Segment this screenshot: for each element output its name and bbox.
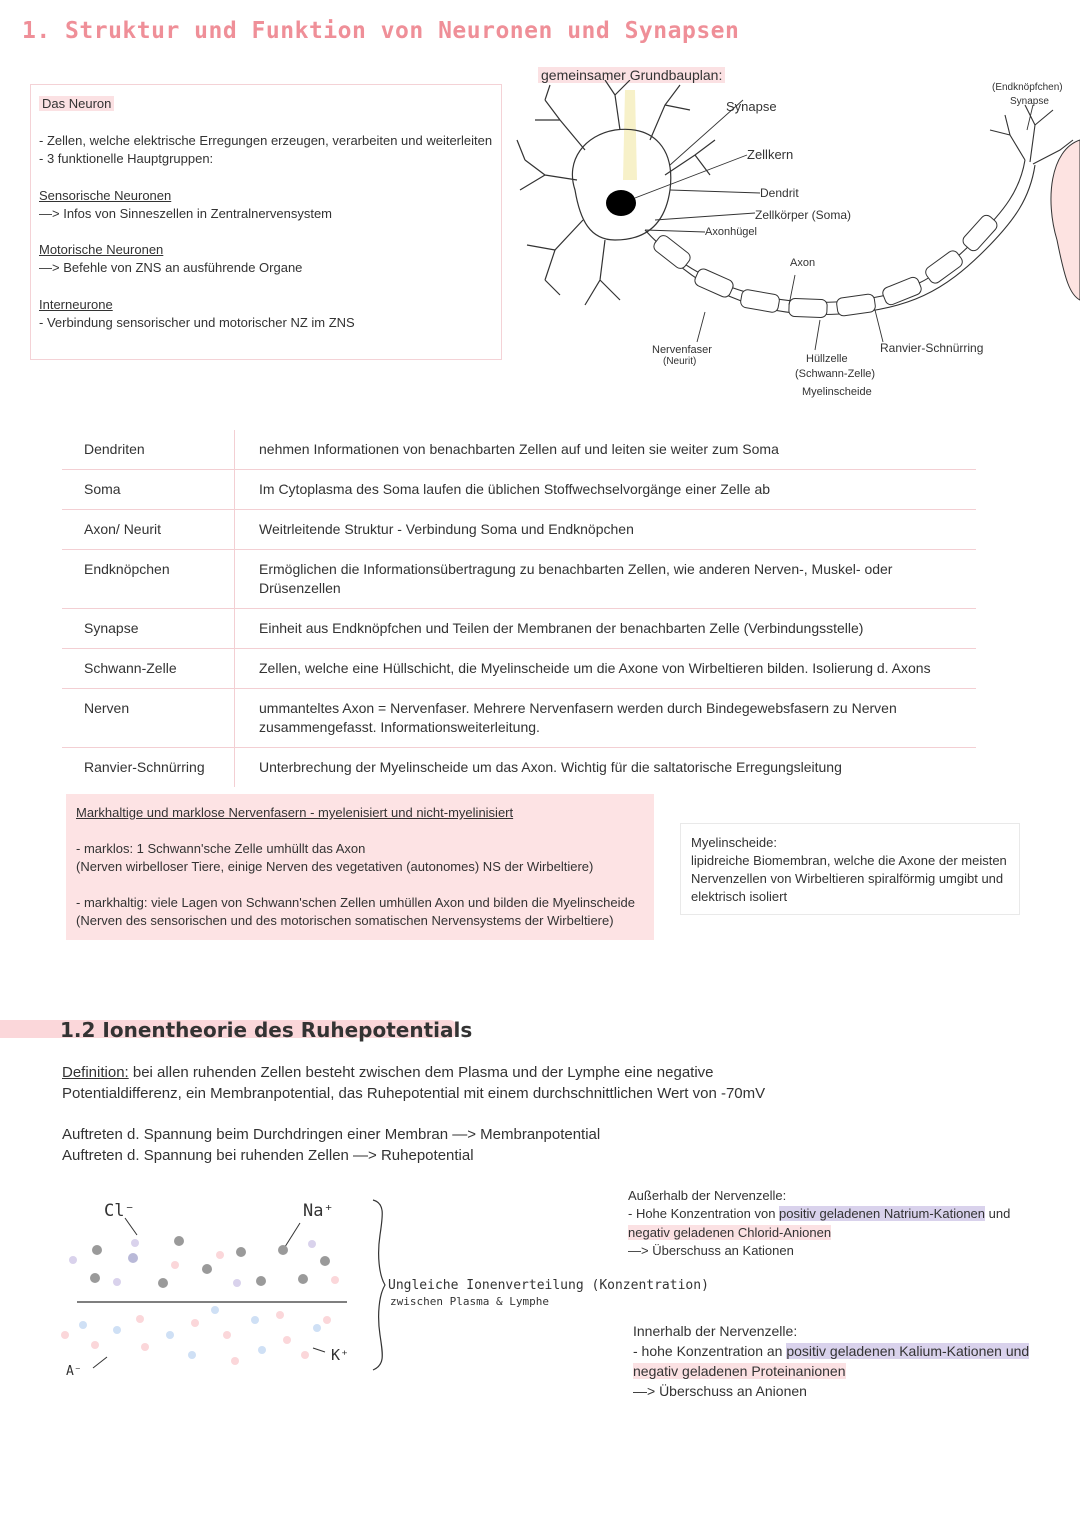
desc: nehmen Informationen von benachbarten Zellen auf und leiten sie weiter zum Soma [235, 430, 977, 470]
target-cell [1051, 140, 1080, 300]
label-neurit: (Neurit) [663, 356, 697, 367]
label-nervenfaser: Nervenfaser [652, 344, 712, 356]
label-axonhuegel: Axonhügel [705, 226, 757, 238]
desc: Ermöglichen die Informationsübertragung zu benachbarten Zellen, wie anderen Nerven-, Muskel- oder Drüsenzellen [235, 550, 977, 609]
nerve-fiber-box [66, 794, 654, 940]
a-pointer [93, 1357, 107, 1368]
group-inter-name: Interneurone [39, 297, 113, 312]
myelin-box [680, 823, 1020, 915]
term: Nerven [62, 689, 235, 748]
term: Soma [62, 470, 235, 510]
term: Ranvier-Schnürring [62, 748, 235, 788]
inside-line-2: negativ geladenen Proteinanionen [633, 1363, 846, 1379]
table-row [62, 550, 976, 609]
desc: ummanteltes Axon = Nervenfaser. Mehrere Nervenfasern werden durch Bindegewebsfasern zu Nerven zusammengefasst. Informationsweiterleitung. [235, 689, 977, 748]
term: Dendriten [62, 430, 235, 470]
term: Endknöpchen [62, 550, 235, 609]
nerve-fiber-l1: - marklos: 1 Schwann'sche Zelle umhüllt das Axon [76, 841, 366, 856]
label-pointers [635, 100, 1033, 350]
label-dendrit: Dendrit [760, 186, 799, 200]
label-myelinscheide: Myelinscheide [802, 386, 872, 398]
table-row [62, 689, 976, 748]
neuron-line-1: - Zellen, welche elektrische Erregungen erzeugen, verarbeiten und weiterleiten [39, 133, 493, 148]
table-row [62, 430, 976, 470]
definitions-table [62, 430, 976, 787]
nerve-fiber-l3: - markhaltig: viele Lagen von Schwann'schen Zellen umhüllen Axon und bilden die Myelinscheide [76, 895, 635, 910]
myelin-l3: elektrisch isoliert [691, 889, 788, 904]
page-title: 1. Struktur und Funktion von Neuronen und Synapsen [22, 18, 740, 44]
ion-distribution-l2: zwischen Plasma & Lymphe [390, 1295, 549, 1308]
ion-a-label: A⁻ [66, 1364, 82, 1379]
ion-distribution-l1: Ungleiche Ionenverteilung (Konzentration) [388, 1278, 709, 1293]
label-synapse-2: Synapse [1010, 96, 1049, 107]
term: Schwann-Zelle [62, 649, 235, 689]
axon-hillock-highlight [623, 90, 637, 180]
outside-line-2: negativ geladenen Chlorid-Anionen [628, 1225, 832, 1240]
table-row [62, 609, 976, 649]
desc: Unterbrechung der Myelinscheide um das Axon. Wichtig für die saltatorische Erregungsleitung [259, 759, 842, 775]
desc: Weitrleitende Struktur - Verbindung Soma und Endknöpchen [235, 510, 977, 550]
label-axon: Axon [790, 257, 816, 269]
occurrence-1: Auftreten d. Spannung beim Durchdringen einer Membran —> Membranpotential [62, 1126, 601, 1143]
label-synapse: Synapse [726, 99, 777, 114]
desc: Zellen, welche eine Hüllschicht, die Myelinscheide um die Axone von Wirbeltieren bilden. Isolierung d. Axons [235, 649, 977, 689]
group-motor-name: Motorische Neuronen [39, 242, 164, 257]
outside-line-1: - Hohe Konzentration von positiv geladenen Natrium-Kationen und [628, 1206, 1011, 1221]
nerve-fiber-l2: (Nerven wirbelloser Tiere, einige Nerven des vegetativen (autonomes) NS der Wirbeltiere) [76, 859, 594, 874]
axon-terminals [990, 105, 1073, 164]
inside-ions [61, 1306, 331, 1365]
label-zellkoerper: Zellkörper (Soma) [755, 208, 852, 222]
occurrence-2: Auftreten d. Spannung bei ruhenden Zellen —> Ruhepotential [62, 1147, 474, 1164]
neuron-info-box [30, 84, 502, 360]
ion-cl-label: Cl⁻ [104, 1201, 135, 1221]
group-inter-desc: - Verbindung sensorischer und motorischer NZ im ZNS [39, 315, 355, 330]
nerve-fiber-l4: (Nerven des sensorischen und des motorischen somatischen Nervensystems der Wirbeltiere) [76, 913, 614, 928]
desc: Einheit aus Endknöpfchen und Teilen der Membranen der benachbarten Zelle (Verbindungsstelle) [235, 609, 977, 649]
table-row [62, 748, 976, 788]
outside-heading: Außerhalb der Nervenzelle: [628, 1188, 787, 1203]
term: Synapse [62, 609, 235, 649]
ion-na-label: Na⁺ [303, 1201, 334, 1221]
term: Axon/ Neurit [62, 510, 235, 550]
neuron-heading: Das Neuron [39, 95, 114, 113]
inside-heading: Innerhalb der Nervenzelle: [633, 1323, 798, 1339]
definition-line-1: Definition: bei allen ruhenden Zellen besteht zwischen dem Plasma und der Lymphe eine negative [62, 1064, 714, 1081]
group-sensory-desc: —> Infos von Sinneszellen in Zentralnervensystem [39, 206, 333, 221]
neuron-diagram [505, 80, 1080, 410]
neuron-line-2: - 3 funktionelle Hauptgruppen: [39, 151, 214, 166]
group-motor-desc: —> Befehle von ZNS an ausführende Organe [39, 260, 303, 275]
outside-line-3: —> Überschuss an Kationen [628, 1243, 794, 1258]
label-schwann: (Schwann-Zelle) [795, 368, 876, 380]
myelin-l1: lipidreiche Biomembran, welche die Axone der meisten [691, 853, 1007, 868]
nucleus [606, 190, 636, 216]
k-pointer [313, 1348, 325, 1352]
ion-k-label: K⁺ [331, 1346, 350, 1364]
myelin-segments [651, 213, 999, 318]
table-row [62, 510, 976, 550]
brace [373, 1200, 385, 1370]
inside-line-3: —> Überschuss an Anionen [633, 1383, 807, 1399]
diagram-caption: gemeinsamer Grundbauplan: [538, 66, 725, 84]
nerve-fiber-heading: Markhaltige und marklose Nervenfasern - myelenisiert und nicht-myelinisiert [76, 805, 514, 820]
label-ranvier: Ranvier-Schnürring [880, 341, 984, 355]
outside-ions [69, 1236, 339, 1288]
group-sensory-name: Sensorische Neuronen [39, 188, 172, 203]
label-zellkern: Zellkern [747, 147, 794, 162]
label-endknoepfchen: (Endknöpfchen) [992, 82, 1063, 93]
myelin-heading: Myelinscheide: [691, 835, 777, 850]
label-huellzelle: Hüllzelle [806, 353, 848, 365]
table-row [62, 470, 976, 510]
section-heading: 1.2 Ionentheorie des Ruhepotentials [60, 1018, 473, 1042]
myelin-l2: Nervenzellen von Wirbeltieren spiralförmig umgibt und [691, 871, 1004, 886]
table-row [62, 649, 976, 689]
inside-line-1: - hohe Konzentration an positiv geladenen Kalium-Kationen und [633, 1343, 1030, 1359]
desc: Im Cytoplasma des Soma laufen die üblichen Stoffwechselvorgänge einer Zelle ab [235, 470, 977, 510]
definition-line-2: Potentialdifferenz, ein Membranpotential, das Ruhepotential mit einem durchschnittlichen Wert von -70mV [62, 1085, 766, 1102]
